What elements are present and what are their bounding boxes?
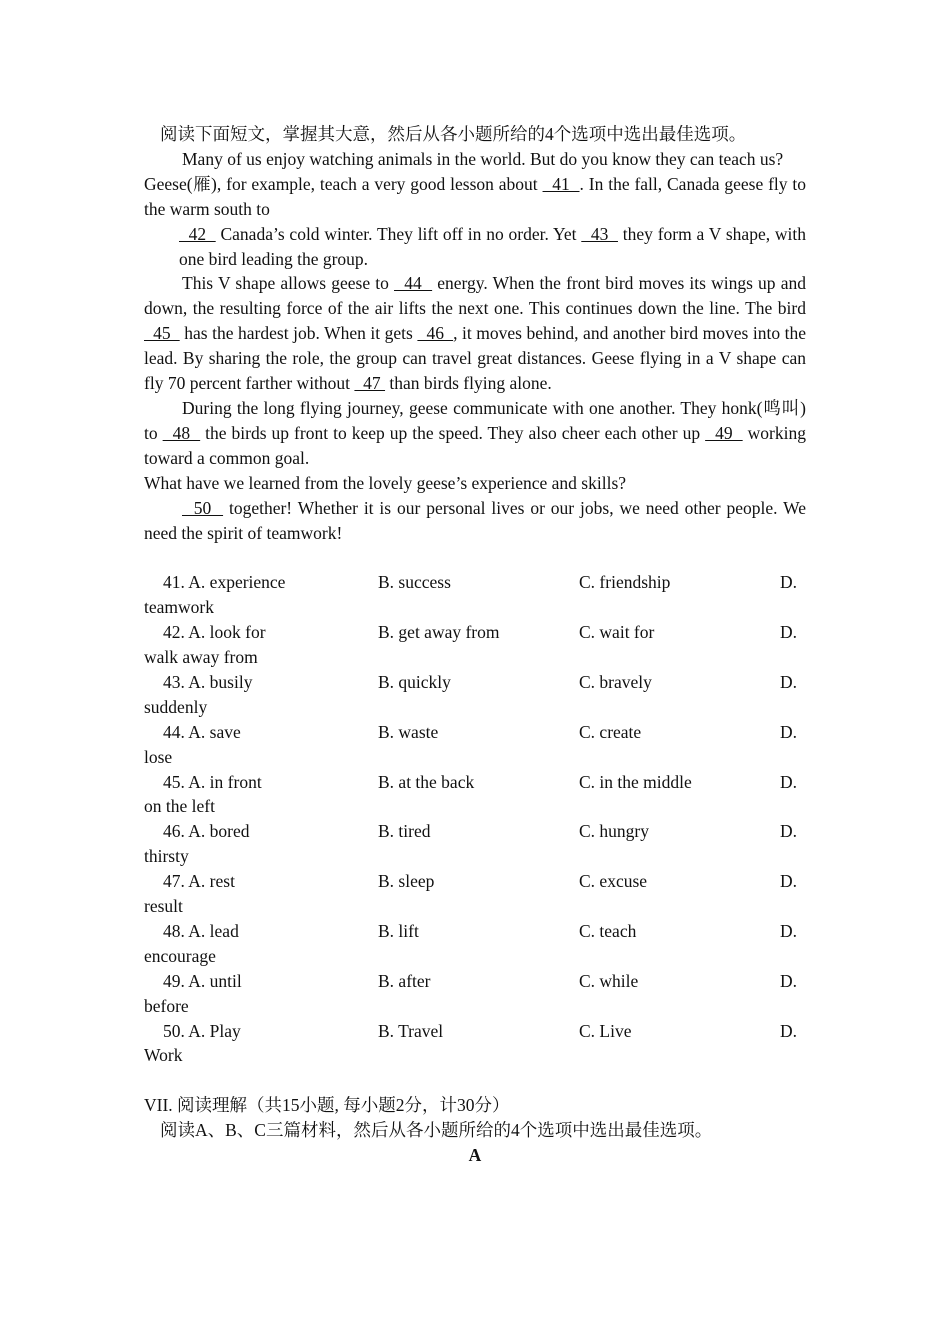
option-c: C. wait for <box>579 622 655 643</box>
option-c: C. teach <box>579 920 637 941</box>
document-page <box>144 122 806 1168</box>
option-a: 41. A. experience <box>163 572 286 593</box>
question-42 <box>144 620 806 670</box>
option-a: 48. A. lead <box>163 920 239 941</box>
option-a: 43. A. busily <box>163 672 253 692</box>
question-41 <box>144 570 806 620</box>
option-d-text: Work <box>144 1045 183 1066</box>
option-d-label: D. <box>780 771 798 792</box>
option-d-text: teamwork <box>144 597 214 618</box>
option-d-text: thirsty <box>144 846 189 867</box>
option-a: 49. A. until <box>163 970 242 991</box>
option-b: B. get away from <box>378 622 500 643</box>
option-d-text: result <box>144 896 183 917</box>
blank-47: 47 <box>354 373 386 394</box>
question-47 <box>144 869 806 919</box>
option-d-label: D. <box>780 970 798 991</box>
option-d-label: D. <box>780 572 798 593</box>
option-c: C. create <box>579 721 642 742</box>
option-d-text: walk away from <box>144 647 258 668</box>
option-a: 47. A. rest <box>163 871 235 892</box>
option-c: C. bravely <box>579 672 652 692</box>
question-50 <box>144 1019 806 1069</box>
passage-paragraph-1: Many of us enjoy watching animals in the world. But do you know they can teach us? <box>182 148 784 169</box>
option-a: 50. A. Play <box>163 1020 241 1041</box>
option-d-text: lose <box>144 746 173 767</box>
option-b: B. success <box>378 572 451 593</box>
option-d-text: before <box>144 995 189 1016</box>
option-c: C. excuse <box>579 871 648 892</box>
blank-42: 42 <box>179 223 216 244</box>
option-d-text: encourage <box>144 945 216 966</box>
option-d-label: D. <box>780 672 798 692</box>
option-d-label: D. <box>780 871 798 892</box>
option-d-text: on the left <box>144 796 215 817</box>
option-d-label: D. <box>780 821 798 842</box>
passage-paragraph-4: This V shape allows geese to 44 energy. When the front bird moves its wings up and down, the resulting force of the air lifts the next one. This continues down the line. The bird 45 has the hardest job. When it gets 46 , it moves behind, and another bird moves into the lead. By sharing the role, the group can travel great distances. Geese flying in a V shape can fly 70 percent farther without 47 than birds flying alone. <box>144 273 807 394</box>
question-45 <box>144 770 806 820</box>
question-43 <box>144 670 806 720</box>
question-49 <box>144 969 806 1019</box>
option-b: B. quickly <box>378 672 451 692</box>
cloze-instruction: 阅读下面短文，掌握其大意，然后从各小题所给的4个选项中选出最佳选项。 <box>160 124 747 144</box>
option-a: 42. A. look for <box>163 622 266 643</box>
option-b: B. Travel <box>378 1020 444 1041</box>
question-44 <box>144 720 806 770</box>
question-48 <box>144 919 806 969</box>
section-heading: VII. 阅读理解（共15小题, 每小题2分，计30分） <box>144 1095 510 1116</box>
blank-46: 46 <box>417 323 454 344</box>
spacer <box>144 545 806 570</box>
question-46 <box>144 819 806 869</box>
blank-49: 49 <box>705 422 743 443</box>
option-c: C. in the middle <box>579 771 692 792</box>
passage-paragraph-7: 50 together! Whether it is our personal lives or our jobs, we need other people. We need the spirit of teamwork! <box>144 497 806 543</box>
option-c: C. Live <box>579 1020 632 1041</box>
option-b: B. lift <box>378 920 419 941</box>
option-a: 45. A. in front <box>163 771 262 792</box>
part-label: A <box>468 1145 482 1166</box>
passage-paragraph-6: What have we learned from the lovely geese’s experience and skills? <box>144 472 627 493</box>
section-instruction: 阅读A、B、C三篇材料，然后从各小题所给的4个选项中选出最佳选项。 <box>160 1120 713 1141</box>
blank-44: 44 <box>394 273 433 294</box>
passage-paragraph-2: Geese(雁), for example, teach a very good lesson about 41 . In the fall, Canada geese fly to the warm south to <box>144 173 807 219</box>
option-a: 46. A. bored <box>163 821 250 842</box>
passage-paragraph-5: During the long flying journey, geese communicate with one another. They honk(鸣叫) to 48 the birds up front to keep up the speed. They also cheer each other up 49 working toward a common goal. <box>144 397 806 468</box>
blank-50: 50 <box>182 497 224 518</box>
option-c: C. while <box>579 970 639 991</box>
option-b: B. sleep <box>378 871 435 892</box>
blank-41: 41 <box>542 173 580 194</box>
option-b: B. after <box>378 970 431 991</box>
option-a: 44. A. save <box>163 721 241 742</box>
option-d-label: D. <box>780 920 798 941</box>
option-d-text: suddenly <box>144 696 208 717</box>
blank-48: 48 <box>162 422 201 443</box>
option-c: C. friendship <box>579 572 671 593</box>
question-list <box>144 570 806 1068</box>
blank-45: 45 <box>144 323 180 344</box>
option-b: B. waste <box>378 721 439 742</box>
option-d-label: D. <box>780 622 798 643</box>
option-d-label: D. <box>780 721 798 742</box>
option-b: B. at the back <box>378 771 475 792</box>
option-c: C. hungry <box>579 821 649 842</box>
blank-43: 43 <box>581 223 618 244</box>
spacer <box>144 1068 806 1093</box>
option-b: B. tired <box>378 821 431 842</box>
option-d-label: D. <box>780 1020 798 1041</box>
passage-paragraph-3: 42 Canada’s cold winter. They lift off in no order. Yet 43 they form a V shape, with one bird leading the group. <box>179 223 806 269</box>
